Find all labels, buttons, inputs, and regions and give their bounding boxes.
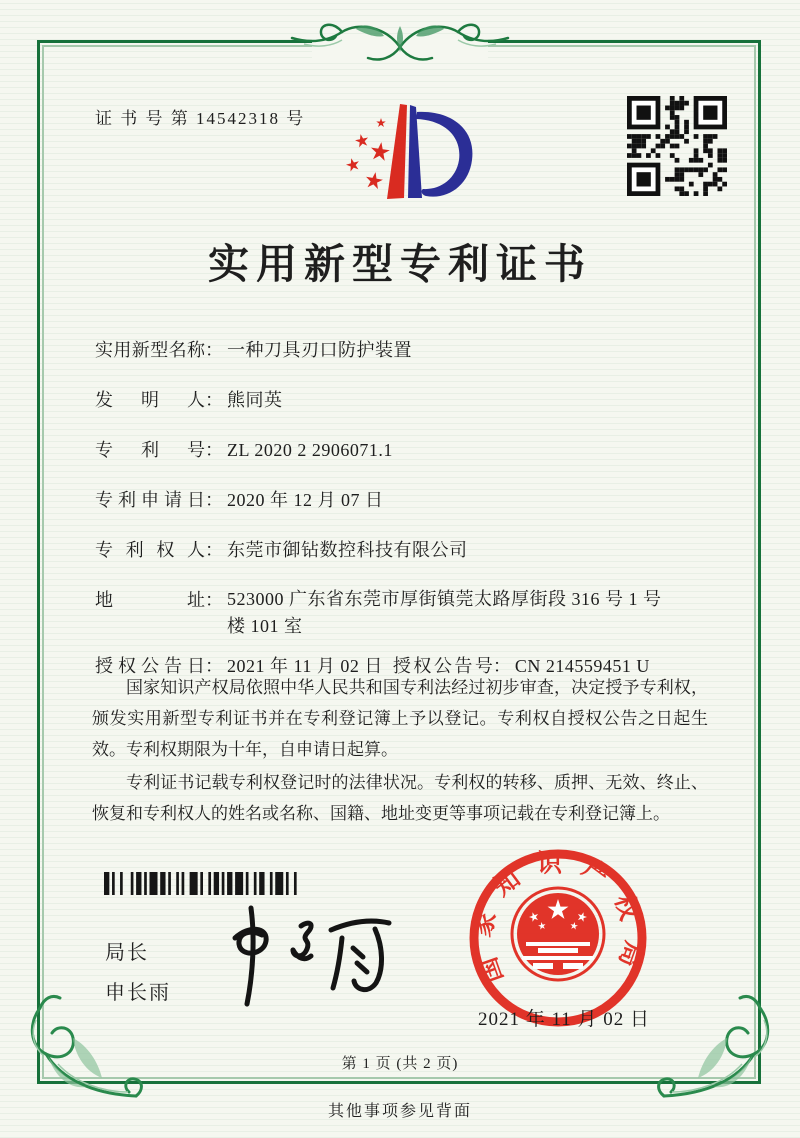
field-value: 东莞市御钻数控科技有限公司 — [227, 540, 468, 560]
back-side-note: 其他事项参见背面 — [327, 1103, 472, 1120]
seal-date: 2021 年 11 月 02 日 — [478, 1009, 651, 1030]
field-value: 2020 年 12 月 07 日 — [227, 490, 384, 510]
barcode — [104, 872, 302, 895]
signer-name: 申长雨 — [105, 982, 171, 1004]
legal-paragraph-1: 国家知识产权局依照中华人民共和国专利法经过初步审查，决定授予专利权，颁发实用新型专利证书并在专利登记簿上予以登记。专利权自授权公告之日起生效。专利权期限为十年，自申请日起算。 — [92, 678, 708, 759]
legal-text — [92, 672, 708, 831]
field-label: 专利权人 — [95, 540, 205, 560]
field-value: 熊同英 — [227, 390, 283, 410]
field-label: 专利号 — [95, 440, 205, 460]
field-colon: ： — [205, 390, 223, 410]
page-number: 第 1 页 (共 2 页) — [341, 1056, 459, 1072]
field-value: 2021 年 11 月 02 日 — [227, 656, 383, 676]
cnipa-patent-logo-icon — [324, 90, 482, 218]
field-label: 发明人 — [95, 390, 205, 410]
qr-code — [627, 96, 727, 196]
field-value: 523000 广东省东莞市厚街镇莞太路厚街段 316 号 1 号楼 101 室 — [227, 589, 662, 636]
field-label: 授权公告日 — [95, 656, 205, 676]
field-label: 地址 — [95, 590, 205, 610]
handwritten-signature — [205, 898, 410, 1016]
field-row-address — [95, 586, 680, 640]
field-value: CN 214559451 U — [514, 656, 650, 676]
field-colon: ： — [492, 656, 511, 676]
field-row-filing-date — [95, 486, 680, 514]
field-colon: ： — [205, 440, 223, 460]
field-colon: ： — [205, 656, 223, 676]
seal-agency-text: 国家知识产权局 — [468, 850, 648, 987]
bottom-left-flourish — [18, 990, 148, 1110]
legal-paragraph-2: 专利证书记载专利权登记时的法律状况。专利权的转移、质押、无效、终止、恢复和专利权人的姓名或名称、国籍、地址变更等事项记载在专利登记簿上。 — [92, 773, 708, 823]
certificate-title: 实用新型专利证书 — [208, 241, 592, 287]
field-row-patentee — [95, 536, 680, 564]
field-row-inventor — [95, 386, 680, 414]
field-label: 授权公告号 — [392, 656, 493, 676]
field-label: 专利申请日 — [95, 490, 205, 510]
field-colon: ： — [205, 540, 223, 560]
signer-title: 局长 — [105, 942, 149, 964]
national-emblem-icon — [512, 888, 604, 980]
field-colon: ： — [205, 340, 223, 360]
field-colon: ： — [205, 590, 223, 610]
field-label: 实用新型名称 — [95, 340, 205, 360]
certificate-number: 证 书 号 第 14542318 号 — [95, 109, 306, 128]
field-row-name — [95, 336, 680, 364]
bottom-right-flourish — [652, 990, 782, 1110]
field-colon: ： — [205, 490, 223, 510]
top-flourish-ornament — [270, 14, 530, 80]
field-row-patent-no — [95, 436, 680, 464]
certificate-fields — [95, 336, 680, 702]
field-value: 一种刀具刃口防护装置 — [227, 340, 412, 360]
field-value: ZL 2020 2 2906071.1 — [227, 440, 393, 460]
